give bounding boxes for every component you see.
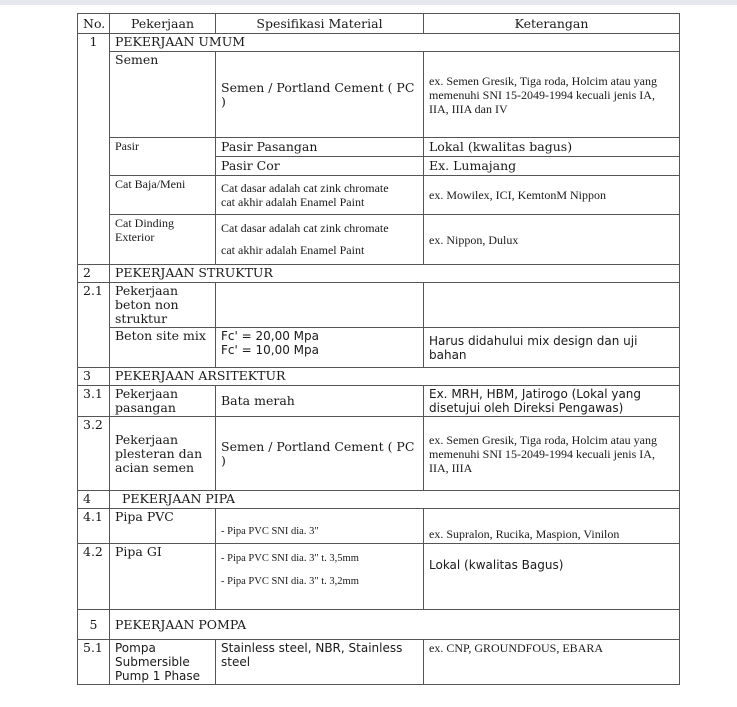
row-number: 4.2 xyxy=(78,544,110,610)
table-row xyxy=(78,215,680,265)
section-title: PEKERJAAN POMPA xyxy=(110,610,680,640)
table-row xyxy=(78,417,680,491)
keterangan-cell: Lokal (kwalitas bagus) xyxy=(424,138,680,157)
row-number: 3.1 xyxy=(78,386,110,417)
spesifikasi-cell: Semen / Portland Cement ( PC ) xyxy=(216,417,424,491)
section-title: PEKERJAAN ARSITEKTUR xyxy=(110,368,680,386)
table-header-row xyxy=(78,14,680,34)
spesifikasi-cell xyxy=(216,176,424,215)
keterangan-cell: ex. Nippon, Dulux xyxy=(424,215,680,265)
keterangan-cell: Ex. Lumajang xyxy=(424,157,680,176)
pekerjaan-cell: Pekerjaan beton non struktur xyxy=(110,283,216,328)
section-title: PEKERJAAN STRUKTUR xyxy=(110,265,680,283)
section-row xyxy=(78,34,680,52)
keterangan-cell: ex. Semen Gresik, Tiga roda, Holcim atau yang memenuhi SNI 15-2049-1994 kecuali jenis IA, IIA, IIIA dan IV xyxy=(424,52,680,138)
keterangan-cell xyxy=(424,283,680,328)
row-number: 5.1 xyxy=(78,640,110,685)
spesifikasi-cell xyxy=(216,328,424,368)
table-row xyxy=(78,328,680,368)
spesifikasi-cell: Semen / Portland Cement ( PC ) xyxy=(216,52,424,138)
spec-line: cat akhir adalah Enamel Paint xyxy=(221,243,365,257)
table-row xyxy=(78,138,680,157)
spesifikasi-cell xyxy=(216,283,424,328)
header-keterangan: Keterangan xyxy=(424,14,680,34)
header-no: No. xyxy=(78,14,110,34)
pekerjaan-cell: Pekerjaan pasangan xyxy=(110,386,216,417)
table-row xyxy=(78,176,680,215)
row-number: 4.1 xyxy=(78,509,110,544)
table-row xyxy=(78,386,680,417)
spesifikasi-cell: Bata merah xyxy=(216,386,424,417)
table-row xyxy=(78,283,680,328)
table-row xyxy=(78,544,680,610)
material-spec-table xyxy=(77,13,680,685)
section-row xyxy=(78,265,680,283)
spec-line: - Pipa PVC SNI dia. 3" t. 3,2mm xyxy=(221,576,359,587)
pekerjaan-line: Cat Dinding xyxy=(115,216,174,230)
keterangan-cell: Ex. MRH, HBM, Jatirogo (Lokal yang disetujui oleh Direksi Pengawas) xyxy=(424,386,680,417)
spec-line: cat akhir adalah Enamel Paint xyxy=(221,195,365,209)
pekerjaan-cell: Beton site mix xyxy=(110,328,216,368)
section-row xyxy=(78,368,680,386)
pekerjaan-cell: Pompa Submersible Pump 1 Phase xyxy=(110,640,216,685)
spec-line: Cat dasar adalah cat zink chromate xyxy=(221,181,389,195)
pekerjaan-cell: Pasir xyxy=(110,138,216,176)
spesifikasi-cell: - Pipa PVC SNI dia. 3" xyxy=(216,509,424,544)
pekerjaan-cell: Semen xyxy=(110,52,216,138)
section-number: 5 xyxy=(78,610,110,640)
section-title: PEKERJAAN UMUM xyxy=(110,34,680,52)
spesifikasi-cell: Pasir Pasangan xyxy=(216,138,424,157)
keterangan-cell: Harus didahului mix design dan uji bahan xyxy=(424,328,680,368)
section-number: 4 xyxy=(78,491,110,509)
header-pekerjaan: Pekerjaan xyxy=(110,14,216,34)
table-row xyxy=(78,52,680,138)
pekerjaan-cell: Cat Baja/Meni xyxy=(110,176,216,215)
section-row xyxy=(78,610,680,640)
row-number: 2.1 xyxy=(78,283,110,368)
pekerjaan-line: Exterior xyxy=(115,230,155,244)
section-title: PEKERJAAN PIPA xyxy=(110,491,680,509)
spec-line: Fc' = 10,00 Mpa xyxy=(221,343,319,357)
spec-line: Fc' = 20,00 Mpa xyxy=(221,329,319,343)
pekerjaan-cell: Pipa GI xyxy=(110,544,216,610)
table-row xyxy=(78,509,680,544)
header-spesifikasi: Spesifikasi Material xyxy=(216,14,424,34)
spesifikasi-cell: Pasir Cor xyxy=(216,157,424,176)
section-row xyxy=(78,491,680,509)
pekerjaan-cell xyxy=(110,215,216,265)
spec-line: Cat dasar adalah cat zink chromate xyxy=(221,221,389,235)
row-number: 3.2 xyxy=(78,417,110,491)
pekerjaan-cell: Pipa PVC xyxy=(110,509,216,544)
spec-line: - Pipa PVC SNI dia. 3" t. 3,5mm xyxy=(221,553,359,564)
spesifikasi-cell xyxy=(216,544,424,610)
section-number: 2 xyxy=(78,265,110,283)
table-row xyxy=(78,640,680,685)
keterangan-cell: ex. CNP, GROUNDFOUS, EBARA xyxy=(424,640,680,685)
keterangan-cell: ex. Mowilex, ICI, KemtonM Nippon xyxy=(424,176,680,215)
keterangan-cell: ex. Semen Gresik, Tiga roda, Holcim atau yang memenuhi SNI 15-2049-1994 kecuali jenis IA, IIA, IIIA xyxy=(424,417,680,491)
top-bar xyxy=(0,0,737,5)
spesifikasi-cell: Stainless steel, NBR, Stainless steel xyxy=(216,640,424,685)
section-number: 1 xyxy=(78,34,110,265)
section-number: 3 xyxy=(78,368,110,386)
pekerjaan-cell: Pekerjaan plesteran dan acian semen xyxy=(110,417,216,491)
keterangan-cell: ex. Supralon, Rucika, Maspion, Vinilon xyxy=(424,509,680,544)
spesifikasi-cell xyxy=(216,215,424,265)
keterangan-cell: Lokal (kwalitas Bagus) xyxy=(424,544,680,610)
